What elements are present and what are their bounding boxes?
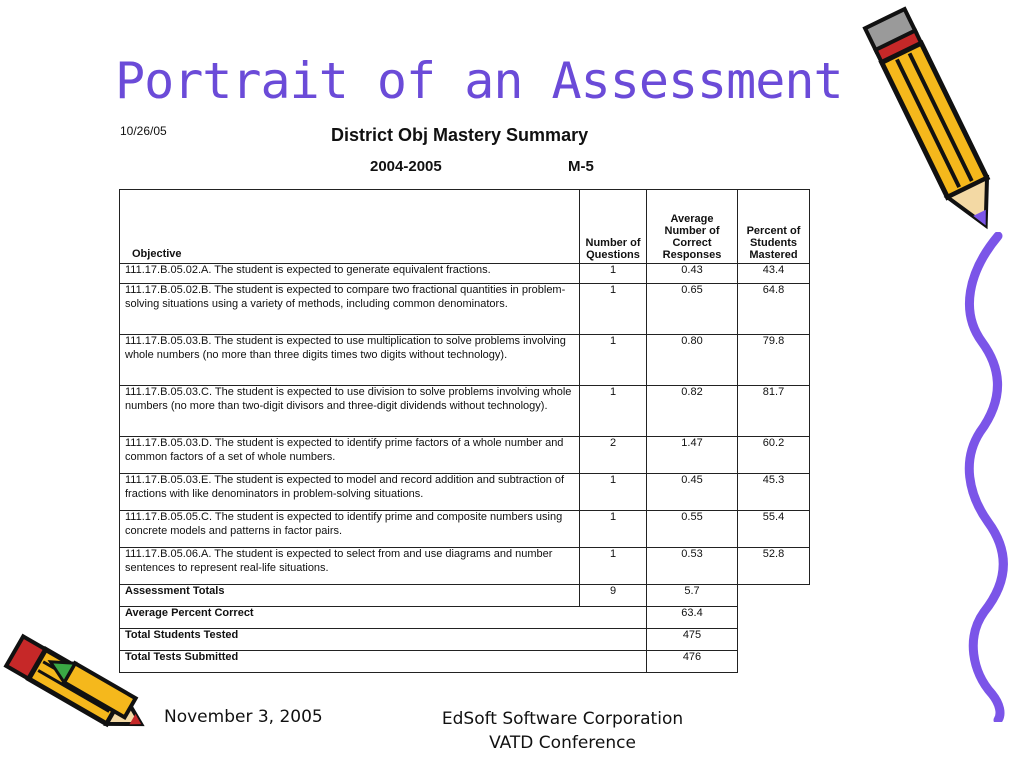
num-questions-cell: 2 <box>580 437 647 474</box>
objective-cell: 111.17.B.05.03.B. The student is expected to use multiplication to solve problems involving whole numbers (no more than three digits times two digits without technology). <box>120 335 580 386</box>
objective-cell: 111.17.B.05.03.C. The student is expected to use division to solve problems involving whole numbers (no more than two-digit divisors and three-digit dividends without technology). <box>120 386 580 437</box>
blank-cell <box>738 585 810 607</box>
num-questions-cell: 1 <box>580 284 647 335</box>
pct-mastered-cell: 52.8 <box>738 548 810 585</box>
avg-correct-cell: 0.45 <box>647 474 738 511</box>
assessment-totals-avg: 5.7 <box>647 585 738 607</box>
table-row <box>120 264 810 284</box>
report-code: M-5 <box>568 158 594 175</box>
header-avg-correct: Average Number of Correct Responses <box>647 190 738 264</box>
table-row <box>120 335 810 386</box>
pct-mastered-cell: 43.4 <box>738 264 810 284</box>
pct-mastered-cell: 64.8 <box>738 284 810 335</box>
num-questions-cell: 1 <box>580 511 647 548</box>
avg-correct-cell: 0.43 <box>647 264 738 284</box>
footer-org-line1: EdSoft Software Corporation <box>441 709 684 729</box>
avg-percent-correct-value: 63.4 <box>647 607 738 629</box>
report-year: 2004-2005 <box>370 158 442 175</box>
num-questions-cell: 1 <box>580 264 647 284</box>
table-header-row <box>120 190 810 264</box>
report-title: District Obj Mastery Summary <box>331 125 589 145</box>
table-row <box>120 511 810 548</box>
table-row <box>120 386 810 437</box>
table-row <box>120 474 810 511</box>
avg-correct-cell: 0.55 <box>647 511 738 548</box>
avg-correct-cell: 0.82 <box>647 386 738 437</box>
pct-mastered-cell: 81.7 <box>738 386 810 437</box>
header-num-questions: Number of Questions <box>580 190 647 264</box>
header-objective: Objective <box>120 190 580 264</box>
total-students-tested-value: 475 <box>647 629 738 651</box>
objective-cell: 111.17.B.05.03.D. The student is expected to identify prime factors of a whole number and common factors of a set of whole numbers. <box>120 437 580 474</box>
blank-cell <box>738 629 810 651</box>
num-questions-cell: 1 <box>580 548 647 585</box>
footer-date: November 3, 2005 <box>164 707 323 727</box>
objective-cell: 111.17.B.05.02.A. The student is expected to generate equivalent fractions. <box>120 264 580 284</box>
pencil-icon-top-right <box>858 2 1008 247</box>
pct-mastered-cell: 45.3 <box>738 474 810 511</box>
pct-mastered-cell: 60.2 <box>738 437 810 474</box>
summary-row <box>120 629 810 651</box>
objective-cell: 111.17.B.05.03.E. The student is expected to model and record addition and subtraction of fractions with like denominators in problem-solving situations. <box>120 474 580 511</box>
total-tests-submitted-label: Total Tests Submitted <box>120 651 647 673</box>
avg-correct-cell: 1.47 <box>647 437 738 474</box>
avg-percent-correct-label: Average Percent Correct <box>120 607 647 629</box>
blank-cell <box>738 607 810 629</box>
objective-cell: 111.17.B.05.05.C. The student is expected to identify prime and composite numbers using concrete models and patterns in factor pairs. <box>120 511 580 548</box>
table-row <box>120 437 810 474</box>
totals-row <box>120 585 810 607</box>
mastery-table <box>119 189 810 673</box>
squiggle-line-icon <box>958 232 1024 722</box>
avg-correct-cell: 0.65 <box>647 284 738 335</box>
objective-cell: 111.17.B.05.06.A. The student is expected to select from and use diagrams and number sentences to represent real-life situations. <box>120 548 580 585</box>
table-row <box>120 284 810 335</box>
report-date: 10/26/05 <box>120 124 167 138</box>
avg-correct-cell: 0.80 <box>647 335 738 386</box>
slide-title: Portrait of an Assessment <box>115 52 843 110</box>
pct-mastered-cell: 79.8 <box>738 335 810 386</box>
summary-row <box>120 651 810 673</box>
footer-org-line2: VATD Conference <box>489 733 636 753</box>
assessment-totals-label: Assessment Totals <box>120 585 580 607</box>
pct-mastered-cell: 55.4 <box>738 511 810 548</box>
table-row <box>120 548 810 585</box>
assessment-totals-num: 9 <box>580 585 647 607</box>
total-tests-submitted-value: 476 <box>647 651 738 673</box>
footer-org <box>420 707 705 755</box>
total-students-tested-label: Total Students Tested <box>120 629 647 651</box>
num-questions-cell: 1 <box>580 335 647 386</box>
header-pct-mastered: Percent of Students Mastered <box>738 190 810 264</box>
objective-cell: 111.17.B.05.02.B. The student is expected to compare two fractional quantities in problem-solving situations using a variety of methods, including common denominators. <box>120 284 580 335</box>
blank-cell <box>738 651 810 673</box>
avg-correct-cell: 0.53 <box>647 548 738 585</box>
num-questions-cell: 1 <box>580 474 647 511</box>
summary-row <box>120 607 810 629</box>
num-questions-cell: 1 <box>580 386 647 437</box>
